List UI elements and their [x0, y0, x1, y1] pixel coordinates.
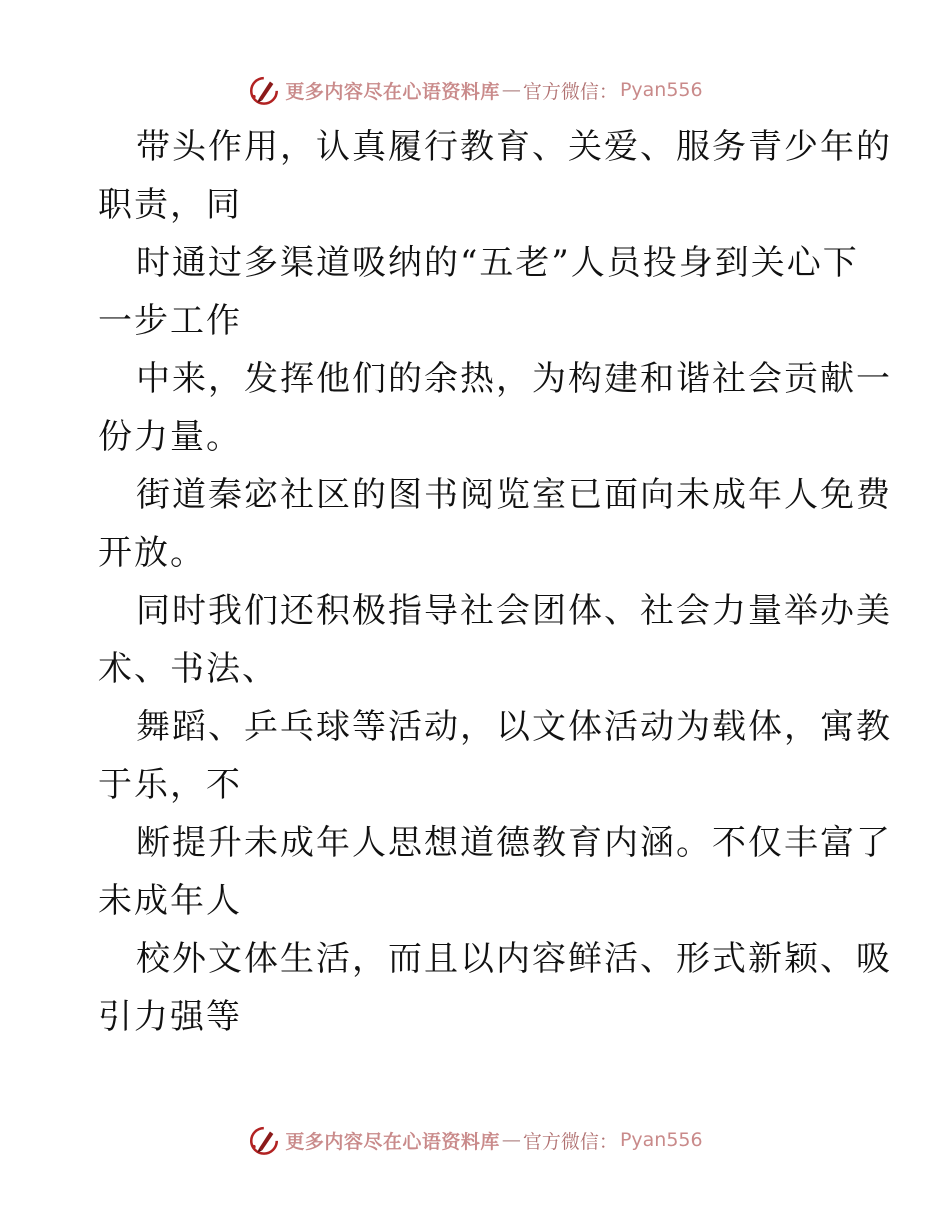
paragraph-line: 一步工作: [98, 301, 242, 341]
paragraph-7: [98, 814, 892, 930]
paragraph-line: 术、书法、: [98, 649, 278, 689]
paragraph-line: 于乐，不: [98, 765, 242, 805]
paragraph-line: 同时我们还积极指导社会团体、社会力量举办美: [136, 591, 892, 631]
footer-banner: [0, 1120, 950, 1160]
paragraph-line: 份力量。: [98, 417, 242, 457]
paragraph-5: [98, 582, 892, 698]
paragraph-8: [98, 930, 892, 1046]
paragraph-line: 时通过多渠道吸纳的“五老”人员投身到关心下: [136, 243, 859, 283]
paragraph-2: [98, 234, 859, 350]
paragraph-6: [98, 698, 892, 814]
paragraph-line: 断提升未成年人思想道德教育内涵。不仅丰富了: [136, 823, 892, 863]
paragraph-line: 开放。: [98, 533, 206, 573]
pen-logo-icon: [247, 73, 281, 107]
paragraph-line: 职责，同: [98, 185, 242, 225]
footer-wechat-id: Pyan556: [619, 1129, 703, 1151]
paragraph-line: 带头作用，认真履行教育、关爱、服务青少年的: [136, 127, 892, 167]
paragraph-line: 引力强等: [98, 997, 242, 1037]
paragraph-line: 校外文体生活，而且以内容鲜活、形式新颖、吸: [136, 939, 892, 979]
header-wechat-label: 官方微信：: [522, 80, 618, 103]
paragraph-line: 舞蹈、乒乓球等活动，以文体活动为载体，寓教: [136, 707, 892, 747]
footer-wechat-label: 官方微信：: [522, 1130, 618, 1153]
paragraph-4: [98, 466, 892, 582]
paragraph-line: 街道秦宓社区的图书阅览室已面向未成年人免费: [136, 475, 892, 515]
paragraph-1: [98, 118, 892, 234]
header-wechat-id: Pyan556: [619, 79, 703, 101]
document-body: [98, 118, 892, 1046]
paragraph-line: 未成年人: [98, 881, 242, 921]
header-site-name: 更多内容尽在心语资料库: [285, 80, 500, 103]
header-separator: —: [501, 79, 521, 101]
footer-site-name: 更多内容尽在心语资料库: [285, 1130, 500, 1153]
paragraph-line: 中来，发挥他们的余热，为构建和谐社会贡献一: [136, 359, 892, 399]
paragraph-3: [98, 350, 892, 466]
header-banner: [0, 70, 950, 110]
pen-logo-icon: [247, 1123, 281, 1157]
footer-separator: —: [501, 1129, 521, 1151]
